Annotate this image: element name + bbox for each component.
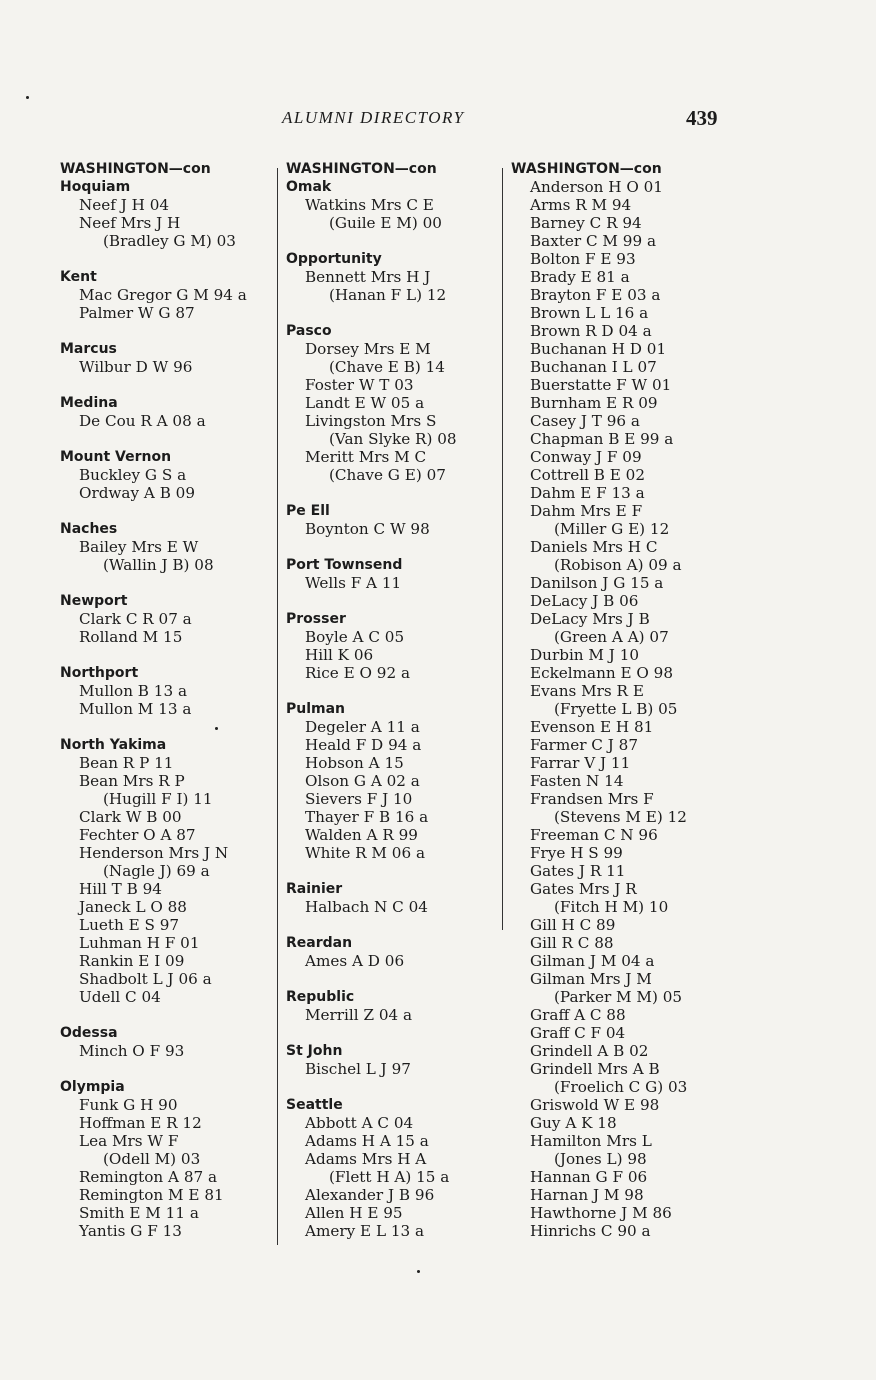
alumni-entry: Dorsey Mrs E M (305, 340, 431, 358)
alumni-entry: Fasten N 14 (530, 772, 624, 790)
alumni-entry: Olson G A 02 a (305, 772, 420, 790)
place-heading: Seattle (286, 1097, 343, 1113)
alumni-entry: Brayton F E 03 a (530, 286, 661, 304)
place-heading: Prosser (286, 611, 346, 627)
continued-heading: WASHINGTON—con (511, 161, 662, 177)
print-speck (417, 1270, 420, 1273)
alumni-entry: Degeler A 11 a (305, 718, 420, 736)
place-heading: Northport (60, 665, 139, 681)
alumni-entry: Grindell Mrs A B (530, 1060, 660, 1078)
alumni-entry: De Cou R A 08 a (79, 412, 206, 430)
entry-continuation: (Stevens M E) 12 (554, 808, 687, 826)
alumni-entry: Ames A D 06 (305, 952, 405, 970)
alumni-entry: Graff C F 04 (530, 1024, 626, 1042)
alumni-entry: Durbin M J 10 (530, 646, 640, 664)
alumni-entry: Hoffman E R 12 (79, 1114, 202, 1132)
entry-continuation: (Hugill F I) 11 (103, 790, 213, 808)
alumni-entry: Grindell A B 02 (530, 1042, 649, 1060)
alumni-entry: Gill R C 88 (530, 934, 614, 952)
alumni-entry: Lueth E S 97 (79, 916, 180, 934)
alumni-entry: Clark C R 07 a (79, 610, 192, 628)
directory-column-1 (60, 160, 272, 1240)
alumni-entry: Landt E W 05 a (305, 394, 425, 412)
alumni-entry: Hobson A 15 (305, 754, 404, 772)
print-speck (215, 727, 218, 730)
alumni-entry: Guy A K 18 (530, 1114, 617, 1132)
alumni-entry: Smith E M 11 a (79, 1204, 199, 1222)
place-heading: Medina (60, 395, 118, 411)
place-heading: Naches (60, 521, 118, 537)
alumni-entry: Rolland M 15 (79, 628, 183, 646)
alumni-entry: Minch O F 93 (79, 1042, 185, 1060)
alumni-entry: Mullon M 13 a (79, 700, 192, 718)
alumni-entry: Gates J R 11 (530, 862, 626, 880)
alumni-entry: Griswold W E 98 (530, 1096, 660, 1114)
alumni-entry: Halbach N C 04 (305, 898, 428, 916)
alumni-entry: Brady E 81 a (530, 268, 630, 286)
print-speck (26, 96, 29, 99)
alumni-entry: Walden A R 99 (305, 826, 418, 844)
alumni-entry: Mac Gregor G M 94 a (79, 286, 247, 304)
alumni-entry: Chapman B E 99 a (530, 430, 674, 448)
alumni-entry: Mullon B 13 a (79, 682, 187, 700)
alumni-entry: Harnan J M 98 (530, 1186, 644, 1204)
alumni-entry: Merrill Z 04 a (305, 1006, 413, 1024)
page-header (0, 108, 876, 134)
alumni-entry: Heald F D 94 a (305, 736, 422, 754)
alumni-entry: Meritt Mrs M C (305, 448, 427, 466)
alumni-entry: Luhman H F 01 (79, 934, 200, 952)
alumni-entry: Shadbolt L J 06 a (79, 970, 212, 988)
place-heading: Reardan (286, 935, 353, 951)
alumni-entry: Gilman J M 04 a (530, 952, 655, 970)
alumni-entry: Brown R D 04 a (530, 322, 652, 340)
place-heading: Marcus (60, 341, 117, 357)
alumni-entry: Livingston Mrs S (305, 412, 437, 430)
alumni-entry: Boynton C W 98 (305, 520, 430, 538)
alumni-entry: Evenson E H 81 (530, 718, 654, 736)
place-heading: Omak (286, 179, 332, 195)
alumni-entry: Dahm E F 13 a (530, 484, 645, 502)
place-heading: Pulman (286, 701, 346, 717)
running-title: ALUMNI DIRECTORY (282, 108, 465, 127)
alumni-entry: Eckelmann E O 98 (530, 664, 674, 682)
alumni-entry: Hannan G F 06 (530, 1168, 648, 1186)
alumni-entry: Funk G H 90 (79, 1096, 178, 1114)
alumni-entry: Bean R P 11 (79, 754, 174, 772)
alumni-entry: Rankin E I 09 (79, 952, 185, 970)
alumni-entry: Cottrell B E 02 (530, 466, 645, 484)
alumni-entry: Alexander J B 96 (305, 1186, 435, 1204)
alumni-entry: Remington A 87 a (79, 1168, 218, 1186)
alumni-entry: Conway J F 09 (530, 448, 642, 466)
alumni-entry: Hamilton Mrs L (530, 1132, 652, 1150)
alumni-entry: Amery E L 13 a (305, 1222, 425, 1240)
entry-continuation: (Bradley G M) 03 (103, 232, 236, 250)
column-rule (277, 168, 278, 1245)
alumni-entry: Janeck L O 88 (79, 898, 187, 916)
alumni-entry: Bailey Mrs E W (79, 538, 199, 556)
alumni-entry: Fechter O A 87 (79, 826, 196, 844)
alumni-entry: Lea Mrs W F (79, 1132, 179, 1150)
alumni-entry: Buckley G S a (79, 466, 187, 484)
alumni-entry: Bolton F E 93 (530, 250, 636, 268)
alumni-entry: Remington M E 81 (79, 1186, 224, 1204)
alumni-entry: Buchanan H D 01 (530, 340, 667, 358)
entry-continuation: (Nagle J) 69 a (103, 862, 210, 880)
entry-continuation: (Parker M M) 05 (554, 988, 683, 1006)
alumni-entry: Casey J T 96 a (530, 412, 640, 430)
entry-continuation: (Flett H A) 15 a (329, 1168, 450, 1186)
alumni-entry: Ordway A B 09 (79, 484, 196, 502)
alumni-entry: Adams Mrs H A (305, 1150, 427, 1168)
alumni-entry: Baxter C M 99 a (530, 232, 656, 250)
alumni-entry: Barney C R 94 (530, 214, 642, 232)
place-heading: Odessa (60, 1025, 118, 1041)
alumni-entry: Rice E O 92 a (305, 664, 411, 682)
alumni-entry: Wells F A 11 (305, 574, 402, 592)
alumni-entry: Watkins Mrs C E (305, 196, 434, 214)
continued-heading: WASHINGTON—con (60, 161, 211, 177)
alumni-entry: Neef Mrs J H (79, 214, 181, 232)
entry-continuation: (Wallin J B) 08 (103, 556, 214, 574)
place-heading: Port Townsend (286, 557, 403, 573)
alumni-entry: Farmer C J 87 (530, 736, 638, 754)
entry-continuation: (Fitch H M) 10 (554, 898, 669, 916)
alumni-entry: Adams H A 15 a (305, 1132, 429, 1150)
entry-continuation: (Chave G E) 07 (329, 466, 446, 484)
alumni-entry: Daniels Mrs H C (530, 538, 658, 556)
entry-continuation: (Robison A) 09 a (554, 556, 682, 574)
alumni-entry: Clark W B 00 (79, 808, 182, 826)
alumni-entry: Hill K 06 (305, 646, 374, 664)
alumni-entry: Freeman C N 96 (530, 826, 658, 844)
place-heading: Republic (286, 989, 355, 1005)
directory-column-3 (511, 160, 731, 1240)
entry-continuation: (Hanan F L) 12 (329, 286, 447, 304)
entry-continuation: (Van Slyke R) 08 (329, 430, 457, 448)
alumni-entry: Wilbur D W 96 (79, 358, 193, 376)
alumni-entry: Danilson J G 15 a (530, 574, 664, 592)
place-heading: Newport (60, 593, 128, 609)
entry-continuation: (Froelich C G) 03 (554, 1078, 688, 1096)
entry-continuation: (Chave E B) 14 (329, 358, 445, 376)
alumni-entry: Allen H E 95 (305, 1204, 403, 1222)
alumni-entry: Thayer F B 16 a (305, 808, 429, 826)
alumni-entry: Bean Mrs R P (79, 772, 185, 790)
alumni-entry: Henderson Mrs J N (79, 844, 229, 862)
page-number: 439 (686, 106, 718, 130)
continued-heading: WASHINGTON—con (286, 161, 437, 177)
alumni-entry: Hinrichs C 90 a (530, 1222, 651, 1240)
alumni-entry: White R M 06 a (305, 844, 426, 862)
alumni-entry: Hawthorne J M 86 (530, 1204, 672, 1222)
place-heading: North Yakima (60, 737, 167, 753)
place-heading: Olympia (60, 1079, 125, 1095)
alumni-entry: Foster W T 03 (305, 376, 414, 394)
alumni-entry: Hill T B 94 (79, 880, 162, 898)
alumni-entry: DeLacy J B 06 (530, 592, 639, 610)
alumni-entry: Yantis G F 13 (79, 1222, 182, 1240)
alumni-entry: Evans Mrs R E (530, 682, 644, 700)
place-heading: Opportunity (286, 251, 382, 267)
alumni-entry: Frandsen Mrs F (530, 790, 654, 808)
place-heading: St John (286, 1043, 343, 1059)
alumni-entry: Farrar V J 11 (530, 754, 631, 772)
place-heading: Pasco (286, 323, 332, 339)
alumni-entry: Buerstatte F W 01 (530, 376, 672, 394)
alumni-entry: Sievers F J 10 (305, 790, 413, 808)
alumni-entry: DeLacy Mrs J B (530, 610, 650, 628)
alumni-entry: Bennett Mrs H J (305, 268, 431, 286)
directory-column-2 (286, 160, 498, 1240)
alumni-entry: Gill H C 89 (530, 916, 616, 934)
entry-continuation: (Guile E M) 00 (329, 214, 442, 232)
alumni-entry: Bischel L J 97 (305, 1060, 411, 1078)
place-heading: Rainier (286, 881, 343, 897)
alumni-entry: Buchanan I L 07 (530, 358, 657, 376)
alumni-entry: Udell C 04 (79, 988, 161, 1006)
alumni-entry: Gates Mrs J R (530, 880, 637, 898)
place-heading: Pe Ell (286, 503, 330, 519)
alumni-entry: Frye H S 99 (530, 844, 623, 862)
alumni-entry: Palmer W G 87 (79, 304, 195, 322)
alumni-entry: Arms R M 94 (530, 196, 632, 214)
entry-continuation: (Green A A) 07 (554, 628, 669, 646)
entry-continuation: (Odell M) 03 (103, 1150, 201, 1168)
alumni-entry: Burnham E R 09 (530, 394, 658, 412)
column-rule (502, 168, 503, 930)
alumni-entry: Dahm Mrs E F (530, 502, 643, 520)
entry-continuation: (Miller G E) 12 (554, 520, 670, 538)
entry-continuation: (Fryette L B) 05 (554, 700, 678, 718)
alumni-entry: Neef J H 04 (79, 196, 170, 214)
alumni-entry: Gilman Mrs J M (530, 970, 652, 988)
alumni-entry: Graff A C 88 (530, 1006, 626, 1024)
entry-continuation: (Jones L) 98 (554, 1150, 647, 1168)
place-heading: Mount Vernon (60, 449, 172, 465)
alumni-entry: Anderson H O 01 (530, 178, 663, 196)
alumni-entry: Abbott A C 04 (305, 1114, 414, 1132)
place-heading: Kent (60, 269, 97, 285)
alumni-entry: Brown L L 16 a (530, 304, 649, 322)
place-heading: Hoquiam (60, 179, 131, 195)
alumni-entry: Boyle A C 05 (305, 628, 405, 646)
